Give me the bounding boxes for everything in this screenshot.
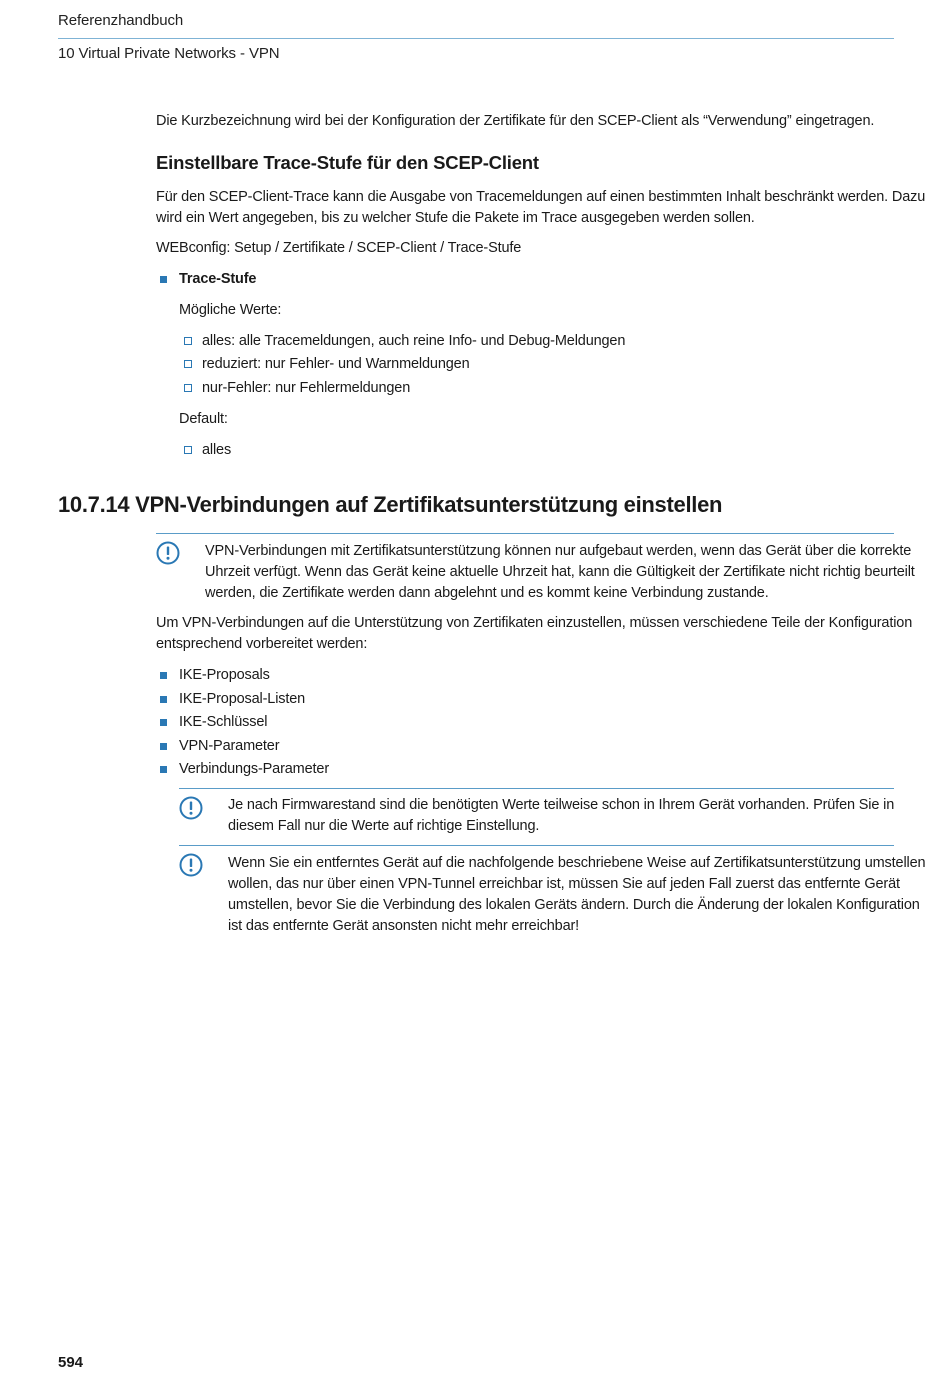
note-line: werden, die Zertifikate werden dann abgelehnt und es kommt keine Verbindung zustande. <box>205 585 769 601</box>
chapter-title: 10 Virtual Private Networks - VPN <box>58 45 280 62</box>
webconfig-path: WEBconfig: Setup / Zertifikate / SCEP-Client / Trace-Stufe <box>156 240 522 256</box>
hollow-square-bullet-icon <box>184 360 192 368</box>
intro-paragraph: Die Kurzbezeichnung wird bei der Konfiguration der Zertifikate für den SCEP-Client als “Verwendung” eingetragen. <box>156 113 875 129</box>
square-bullet-icon <box>160 696 167 703</box>
square-bullet-icon <box>160 743 167 750</box>
note-line: VPN-Verbindungen mit Zertifikatsunterstützung können nur aufgebaut werden, wenn das Gerät über die korrekte <box>205 543 912 559</box>
note-line: ist das entfernte Gerät ansonsten nicht mehr erreichbar! <box>228 918 580 934</box>
square-bullet-icon <box>160 276 167 283</box>
document-title: Referenzhandbuch <box>58 12 184 29</box>
warning-exclamation-icon <box>179 853 203 877</box>
note-divider <box>179 788 894 789</box>
list-item: IKE-Proposals <box>179 667 270 683</box>
values-label: Mögliche Werte: <box>179 302 282 318</box>
header-divider <box>58 38 894 39</box>
default-value: alles <box>202 442 232 458</box>
value-item: reduziert: nur Fehler- und Warnmeldungen <box>202 356 470 372</box>
param-name: Trace-Stufe <box>179 271 257 287</box>
list-item: VPN-Parameter <box>179 738 280 754</box>
body-line: entsprechend vorbereitet werden: <box>156 636 368 652</box>
note-line: wollen, das nur über einen VPN-Tunnel erreichbar ist, müssen Sie auf jeden Fall zuerst das entfernte Gerät <box>228 876 900 892</box>
trace-desc-line-1: Für den SCEP-Client-Trace kann die Ausgabe von Tracemeldungen auf einen bestimmten Inhalt beschränkt werden. Dazu <box>156 189 926 205</box>
hollow-square-bullet-icon <box>184 337 192 345</box>
note-line: Uhrzeit verfügt. Wenn das Gerät keine aktuelle Uhrzeit hat, kann die Gültigkeit der Zertifikate nicht richtig beurteilt <box>205 564 915 580</box>
note-line: Je nach Firmwarestand sind die benötigten Werte teilweise schon in Ihrem Gerät vorhanden. Prüfen Sie in <box>228 797 895 813</box>
value-item: nur-Fehler: nur Fehlermeldungen <box>202 380 411 396</box>
trace-section-heading: Einstellbare Trace-Stufe für den SCEP-Client <box>156 152 539 173</box>
warning-exclamation-icon <box>179 796 203 820</box>
warning-exclamation-icon <box>156 541 180 565</box>
body-line: Um VPN-Verbindungen auf die Unterstützung von Zertifikaten einzustellen, müssen verschiedene Teile der Konfiguration <box>156 615 913 631</box>
note-divider <box>179 845 894 846</box>
trace-desc-line-2: wird ein Wert angegeben, bis zu welcher Stufe die Pakete im Trace ausgegeben werden sollen. <box>156 210 755 226</box>
page-number: 594 <box>58 1354 84 1371</box>
value-item: alles: alle Tracemeldungen, auch reine Info- und Debug-Meldungen <box>202 333 626 349</box>
note-divider <box>156 533 894 534</box>
list-item: IKE-Proposal-Listen <box>179 691 306 707</box>
list-item: Verbindungs-Parameter <box>179 761 329 777</box>
hollow-square-bullet-icon <box>184 384 192 392</box>
vpn-section-heading: 10.7.14 VPN-Verbindungen auf Zertifikatsunterstützung einstellen <box>58 492 723 517</box>
hollow-square-bullet-icon <box>184 446 192 454</box>
note-line: Wenn Sie ein entferntes Gerät auf die nachfolgende beschriebene Weise auf Zertifikatsunterstützung umstellen <box>228 855 926 871</box>
square-bullet-icon <box>160 672 167 679</box>
note-line: umstellen, bevor Sie die Verbindung des lokalen Geräts ändern. Durch die Änderung der lokalen Konfiguration <box>228 897 920 913</box>
list-item: IKE-Schlüssel <box>179 714 268 730</box>
square-bullet-icon <box>160 719 167 726</box>
note-line: diesem Fall nur die Werte auf richtige Einstellung. <box>228 818 540 834</box>
square-bullet-icon <box>160 766 167 773</box>
default-label: Default: <box>179 411 228 427</box>
